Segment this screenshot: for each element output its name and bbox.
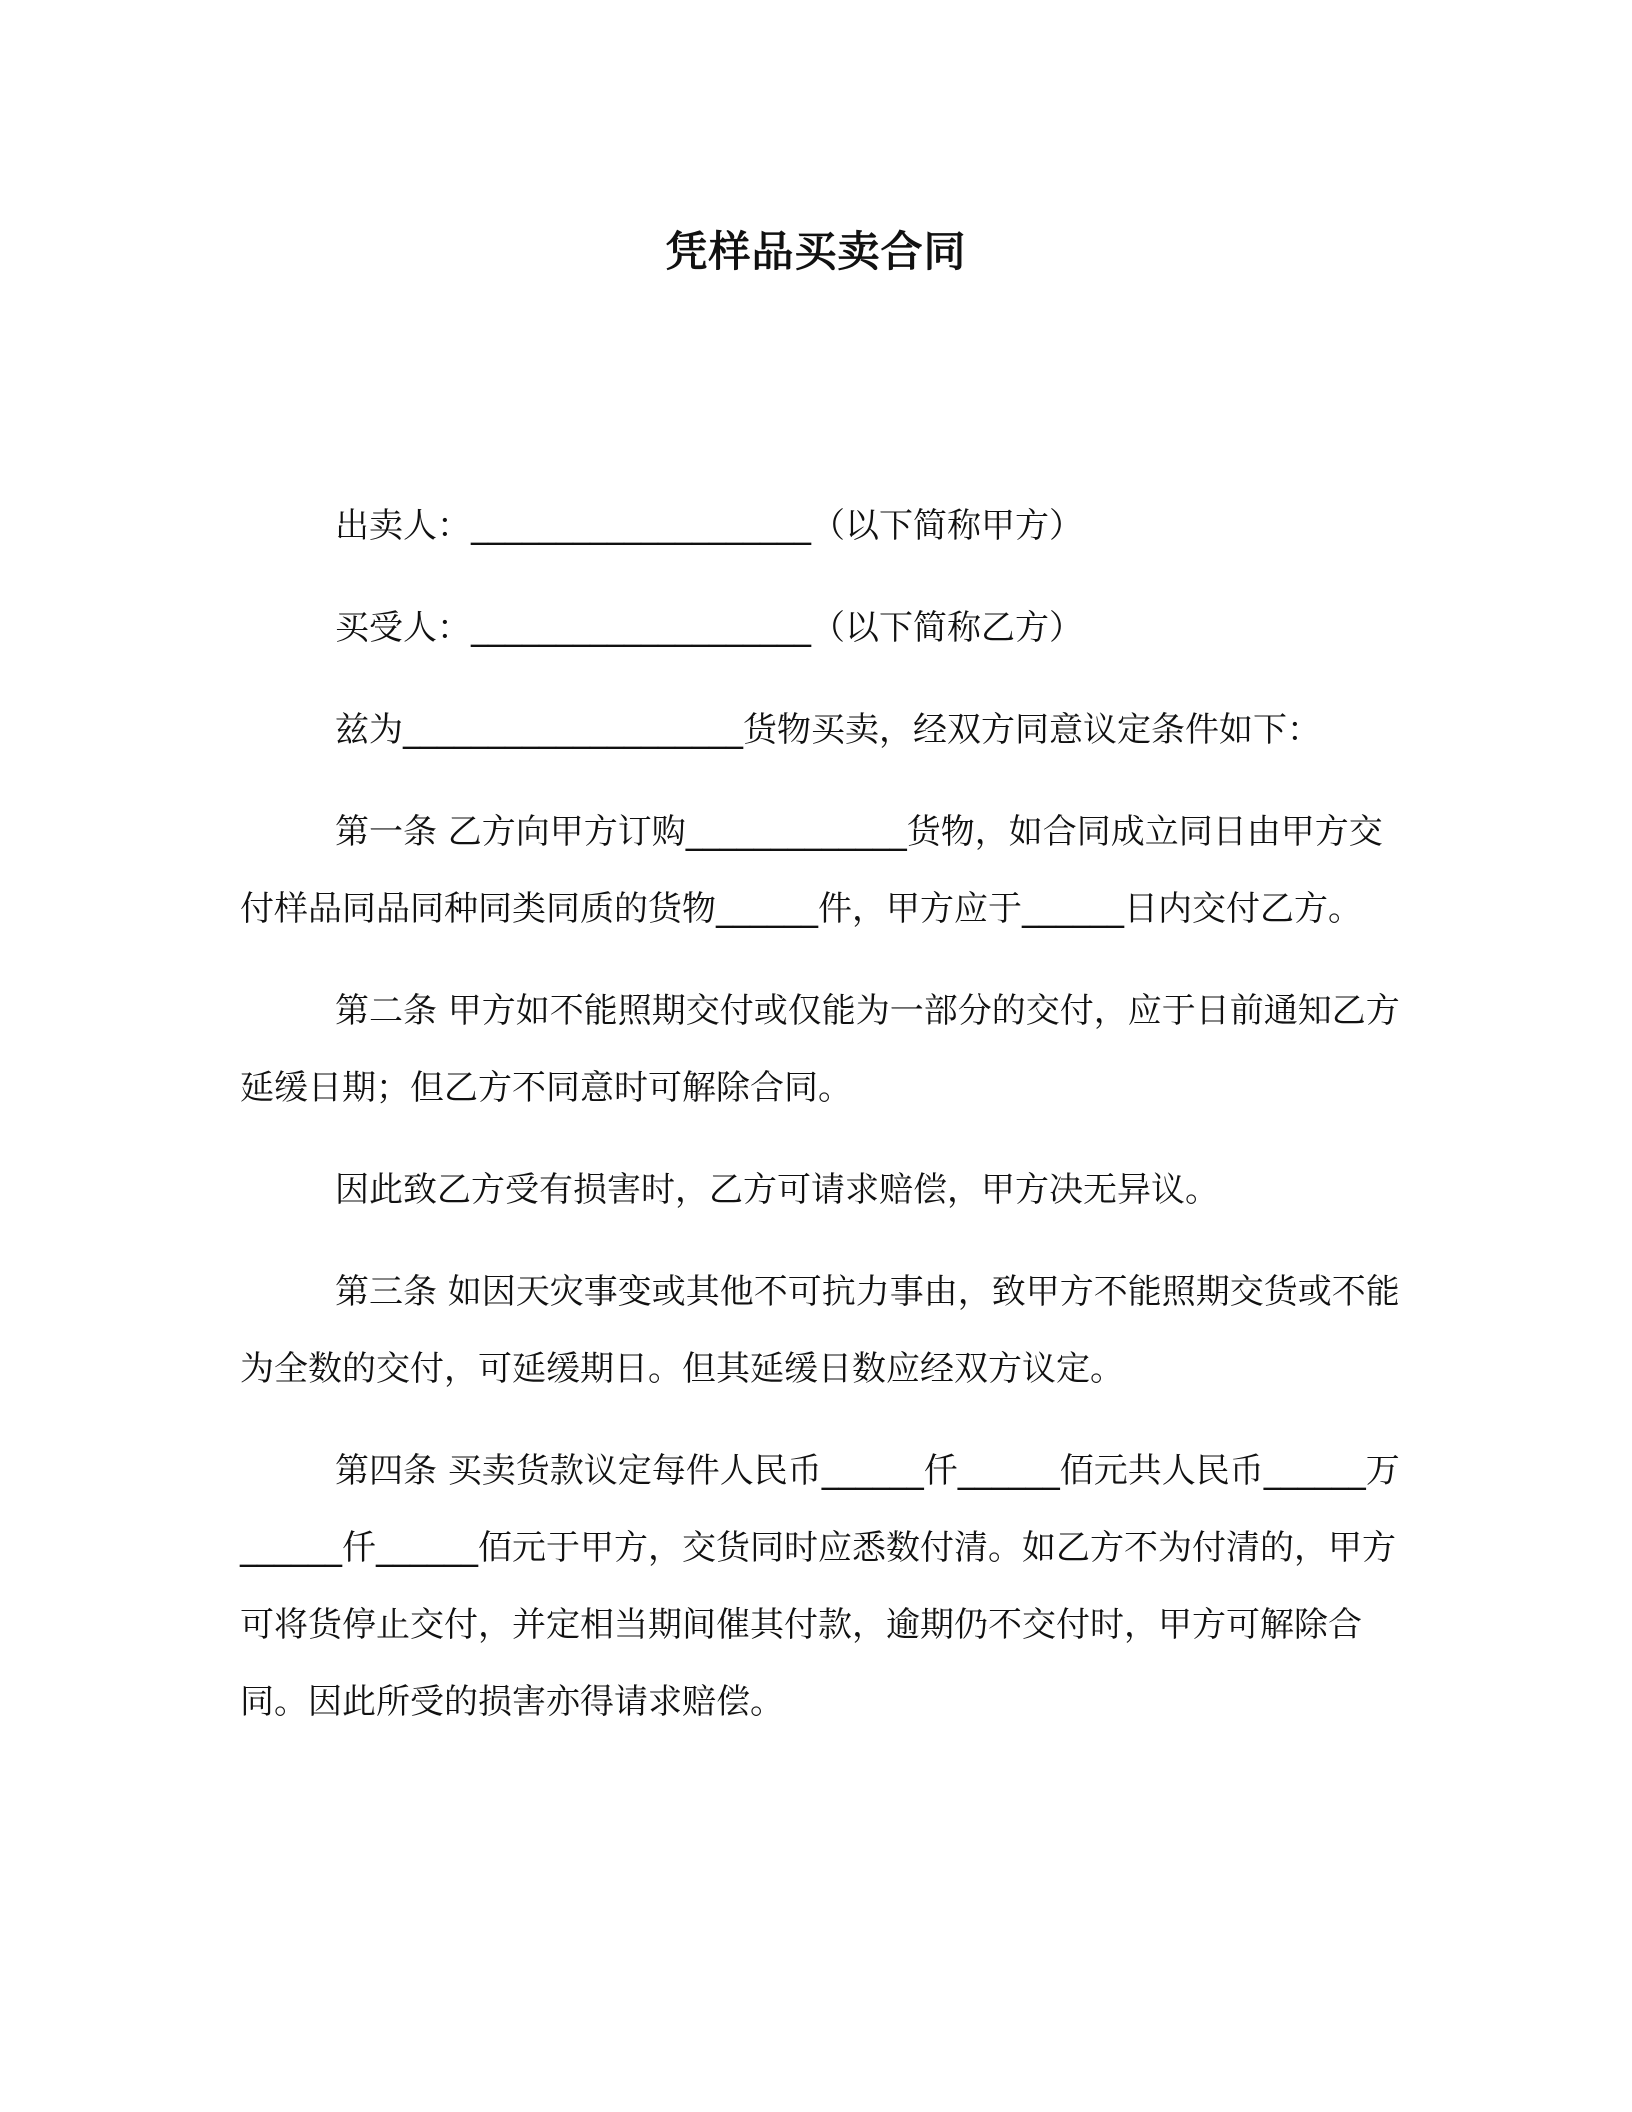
paragraph-seller: 出卖人：____________________（以下简称甲方） xyxy=(335,506,1083,546)
paragraph-article-4: 第四条 买卖货款议定每件人民币______仟______佰元共人民币______万______仟______佰元于甲方，交货同时应悉数付清。如乙方不为付清的，甲方可将货停止交付，并定相当期间催其付款，逾期仍不交付时，甲方可解除合同。因此所受的损害亦得请求赔偿。 xyxy=(240,1451,1400,1722)
paragraph-preamble: 兹为____________________货物买卖，经双方同意议定条件如下： xyxy=(335,710,1321,750)
document-title: 凭样品买卖合同 xyxy=(665,227,967,276)
paragraph-article-1: 第一条 乙方向甲方订购_____________货物，如合同成立同日由甲方交付样品同品同种同类同质的货物______件，甲方应于______日内交付乙方。 xyxy=(240,812,1383,929)
paragraph-buyer: 买受人：____________________（以下简称乙方） xyxy=(335,608,1083,648)
paragraph-article-2: 第二条 甲方如不能照期交付或仅能为一部分的交付，应于日前通知乙方延缓日期；但乙方不同意时可解除合同。 xyxy=(240,991,1400,1108)
document-body xyxy=(240,488,1400,1741)
paragraph-article-2-damages: 因此致乙方受有损害时，乙方可请求赔偿，甲方决无异议。 xyxy=(335,1170,1219,1210)
paragraph-article-3: 第三条 如因天灾事变或其他不可抗力事由，致甲方不能照期交货或不能为全数的交付，可延缓期日。但其延缓日数应经双方议定。 xyxy=(240,1272,1400,1389)
